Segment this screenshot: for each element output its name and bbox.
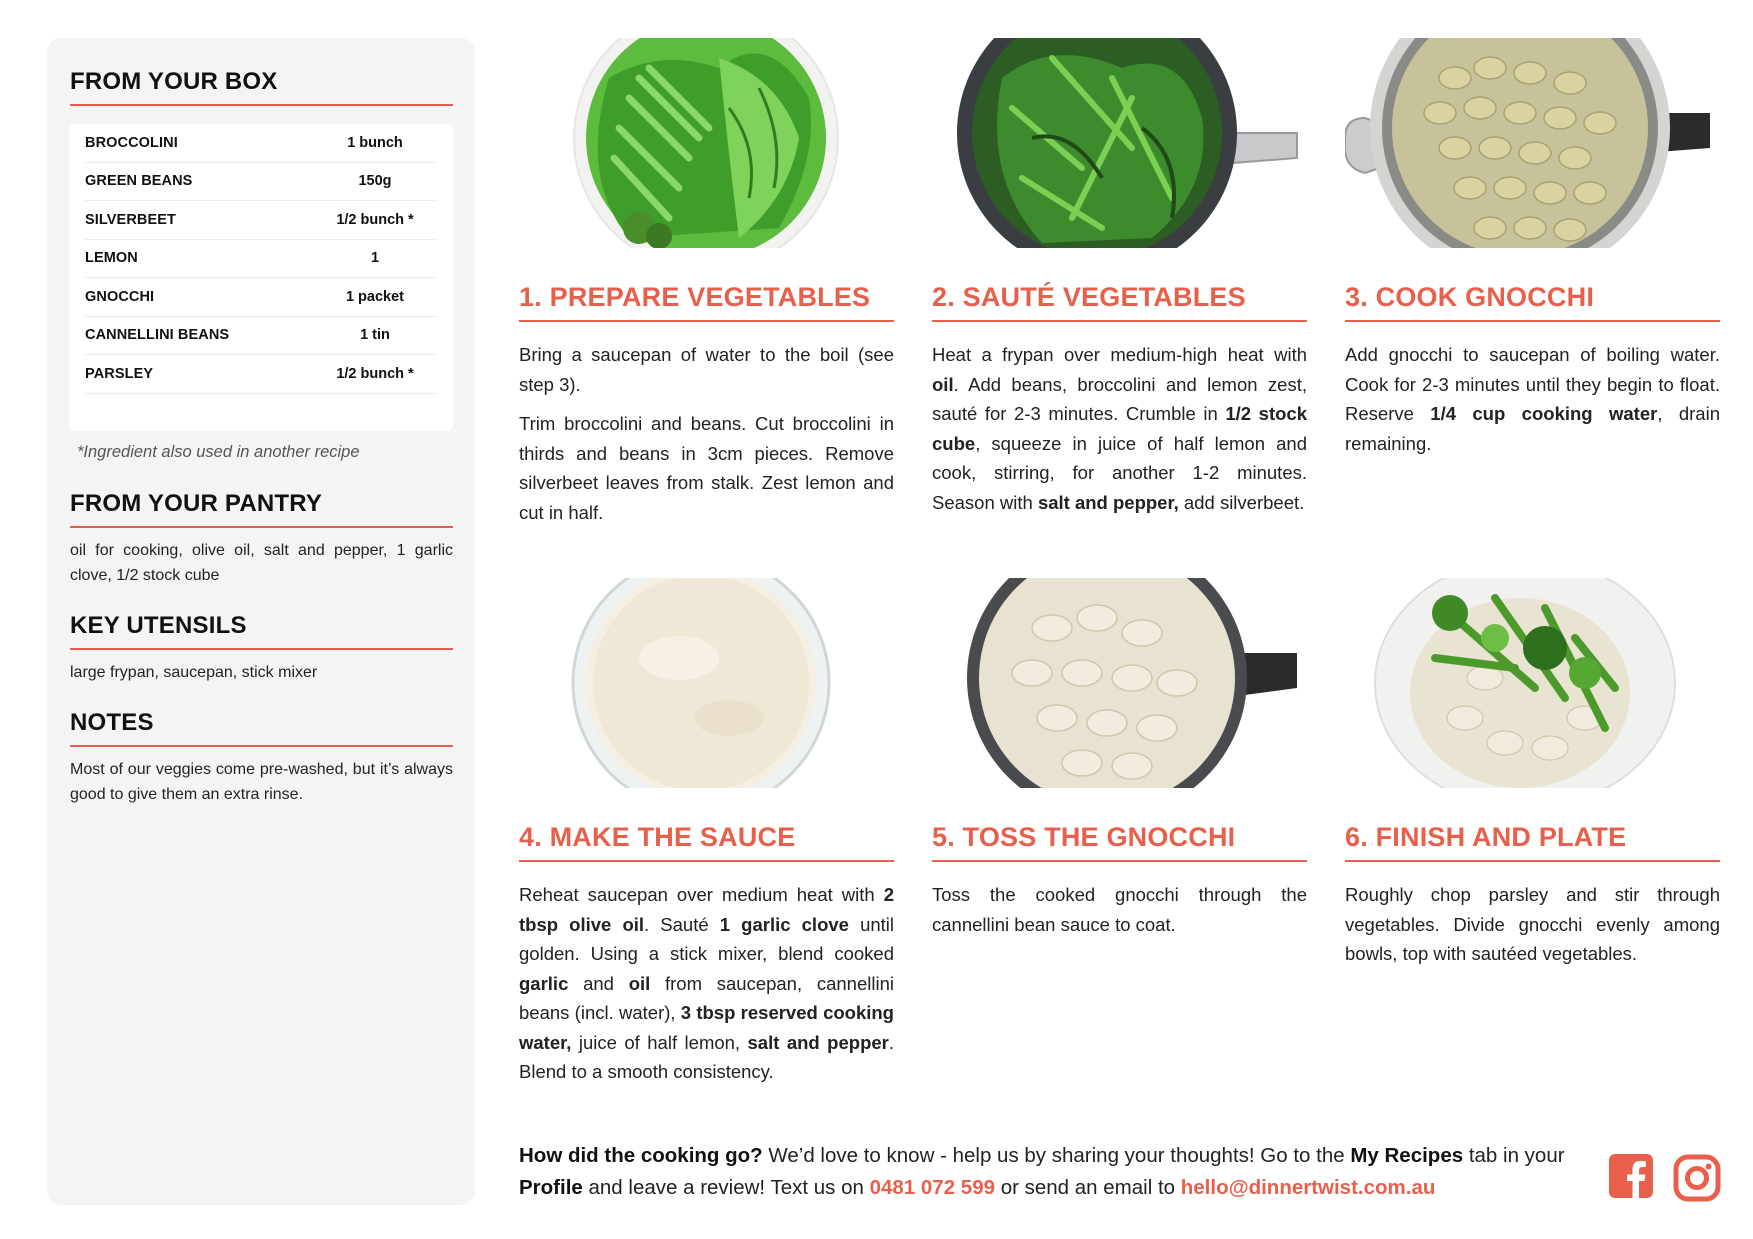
bold-ingredient: 2 tbsp olive oil <box>519 884 894 935</box>
facebook-link[interactable] <box>1609 1154 1653 1198</box>
bold-ingredient: 1/4 cup cooking water <box>1430 403 1658 424</box>
step-body <box>932 340 1307 517</box>
step-body <box>932 880 1307 939</box>
step-1 <box>519 38 894 527</box>
step-2 <box>932 38 1307 517</box>
step-title: 1. PREPARE VEGETABLES <box>519 282 894 322</box>
step-text: Reheat saucepan over medium heat with <box>519 884 884 905</box>
step-body <box>1345 880 1720 969</box>
bold-ingredient: 1 garlic clove <box>719 913 849 935</box>
email-link[interactable]: hello@dinnertwist.com.au <box>1180 1176 1436 1199</box>
gnocchi-colander-image <box>1345 38 1720 248</box>
bold-ingredient: oil <box>932 373 954 395</box>
box-heading: FROM YOUR BOX <box>70 68 453 106</box>
step-text: Roughly chop parsley and stir through vegetables. Divide gnocchi evenly among bowls, top with sautéed vegetables. <box>1345 884 1720 964</box>
bold-ingredient: salt and pepper <box>747 1031 889 1053</box>
step-text: . Sauté <box>644 913 720 935</box>
step-paragraph <box>1345 340 1720 458</box>
step-text: Toss the cooked gnocchi through the cannellini bean sauce to coat. <box>932 884 1307 935</box>
step-title: 2. SAUTÉ VEGETABLES <box>932 282 1307 322</box>
footer-text: or send an email to <box>995 1176 1181 1199</box>
ingredient-qty: 1/2 bunch * <box>336 365 414 382</box>
ingredient-row <box>85 201 437 240</box>
step-text: and <box>568 972 629 994</box>
step-body <box>519 340 894 527</box>
ingredient-qty: 1 tin <box>360 327 390 344</box>
step-text: , squeeze in juice of half lemon and cook, stirring, for another 1-2 minutes. Season with <box>932 432 1307 513</box>
bold-ingredient: oil <box>628 972 651 994</box>
step-paragraph <box>932 880 1307 939</box>
bold-ingredient: 3 tbsp reserved cooking water, <box>519 1002 894 1053</box>
step-title: 6. FINISH AND PLATE <box>1345 822 1720 862</box>
step-body <box>519 880 894 1087</box>
step-3 <box>1345 38 1720 458</box>
pantry-text: oil for cooking, olive oil, salt and pepper, 1 garlic clove, 1/2 stock cube <box>70 542 453 584</box>
footer-text: and leave a review! Text us on <box>582 1176 870 1199</box>
utensils-text: large frypan, saucepan, stick mixer <box>70 664 318 681</box>
footer-text: We’d love to know - help us by sharing your thoughts! Go to the <box>762 1144 1351 1167</box>
ingredient-qty: 150g <box>358 173 392 190</box>
ingredient-qty: 1 <box>370 250 380 267</box>
footer-bold-text: Profile <box>519 1176 583 1199</box>
footer-bold-text: My Recipes <box>1350 1144 1464 1167</box>
notes-heading: NOTES <box>70 709 453 747</box>
ingredient-qty: 1/2 bunch * <box>336 211 414 228</box>
step-text: from saucepan, cannellini beans (incl. water), <box>519 972 894 1023</box>
bold-ingredient: 1/2 stock cube <box>932 403 1307 454</box>
ingredient-name: GNOCCHI <box>85 288 155 305</box>
facebook-icon <box>1609 1154 1653 1198</box>
ingredients-sidebar <box>47 38 475 1205</box>
ingredient-row <box>85 163 437 202</box>
step-paragraph <box>1345 880 1720 969</box>
review-footer <box>519 1140 1579 1204</box>
white-sauce-image <box>519 578 894 788</box>
step-5 <box>932 578 1307 939</box>
step-text: . Add beans, broccolini and lemon zest, sauté for 2-3 minutes. Crumble in <box>932 373 1307 424</box>
step-text: Add gnocchi to saucepan of boiling water. Cook for 2-3 minutes until they begin to float. Reserve <box>1345 344 1720 424</box>
step-text: . Blend to a smooth consistency. <box>519 1031 894 1082</box>
instagram-link[interactable] <box>1673 1154 1721 1202</box>
phone-link[interactable]: 0481 072 599 <box>869 1176 995 1199</box>
ingredient-footnote: *Ingredient also used in another recipe <box>77 443 360 461</box>
utensils-heading: KEY UTENSILS <box>70 612 453 650</box>
step-paragraph <box>519 340 894 399</box>
step-4 <box>519 578 894 1087</box>
ingredient-qty: 1 packet <box>345 288 405 305</box>
bold-ingredient: salt and pepper, <box>1037 491 1179 513</box>
ingredient-qty: 1 bunch <box>347 134 403 151</box>
ingredients-table <box>69 124 453 431</box>
step-text: add silverbeet. <box>1178 491 1305 513</box>
step-6 <box>1345 578 1720 969</box>
notes-section <box>69 709 453 807</box>
step-text: Heat a frypan over medium-high heat with <box>932 344 1307 365</box>
step-text: Trim broccolini and beans. Cut broccolini in thirds and beans in 3cm pieces. Remove silverbeet leaves from stalk. Zest lemon and cut in half. <box>519 413 894 523</box>
instagram-icon <box>1673 1154 1721 1202</box>
step-title: 3. COOK GNOCCHI <box>1345 282 1720 322</box>
ingredient-row <box>85 240 437 279</box>
step-paragraph <box>519 880 894 1087</box>
notes-text: Most of our veggies come pre-washed, but it’s always good to give them an extra rinse. <box>70 761 453 803</box>
ingredient-name: GREEN BEANS <box>85 173 193 190</box>
utensils-section <box>69 612 453 685</box>
footer-text: tab in your <box>1463 1144 1565 1167</box>
step-text: until golden. Using a stick mixer, blend cooked <box>519 913 895 964</box>
step-title: 5. TOSS THE GNOCCHI <box>932 822 1307 862</box>
ingredient-row <box>85 278 437 317</box>
step-paragraph <box>932 340 1307 517</box>
step-text: Bring a saucepan of water to the boil (see step 3). <box>519 344 894 395</box>
step-text: , drain remaining. <box>1345 403 1720 454</box>
ingredient-row <box>85 355 437 394</box>
chopped-greens-image <box>519 38 894 248</box>
bold-ingredient: garlic <box>519 972 569 994</box>
greens-frypan-image <box>932 38 1307 248</box>
ingredient-name: CANNELLINI BEANS <box>85 327 230 344</box>
ingredient-name: SILVERBEET <box>85 211 176 228</box>
creamy-gnocchi-image <box>932 578 1307 788</box>
footer-bold-text: How did the cooking go? <box>519 1144 763 1167</box>
ingredient-name: PARSLEY <box>85 365 154 382</box>
pantry-section <box>69 490 453 588</box>
ingredient-name: LEMON <box>85 250 138 267</box>
step-paragraph <box>519 409 894 527</box>
ingredient-name: BROCCOLINI <box>85 134 178 151</box>
pantry-heading: FROM YOUR PANTRY <box>70 490 453 528</box>
step-text: juice of half lemon, <box>571 1031 748 1053</box>
ingredient-row <box>85 124 437 163</box>
ingredient-row <box>85 317 437 356</box>
step-body <box>1345 340 1720 458</box>
step-title: 4. MAKE THE SAUCE <box>519 822 894 862</box>
plated-gnocchi-image <box>1345 578 1720 788</box>
